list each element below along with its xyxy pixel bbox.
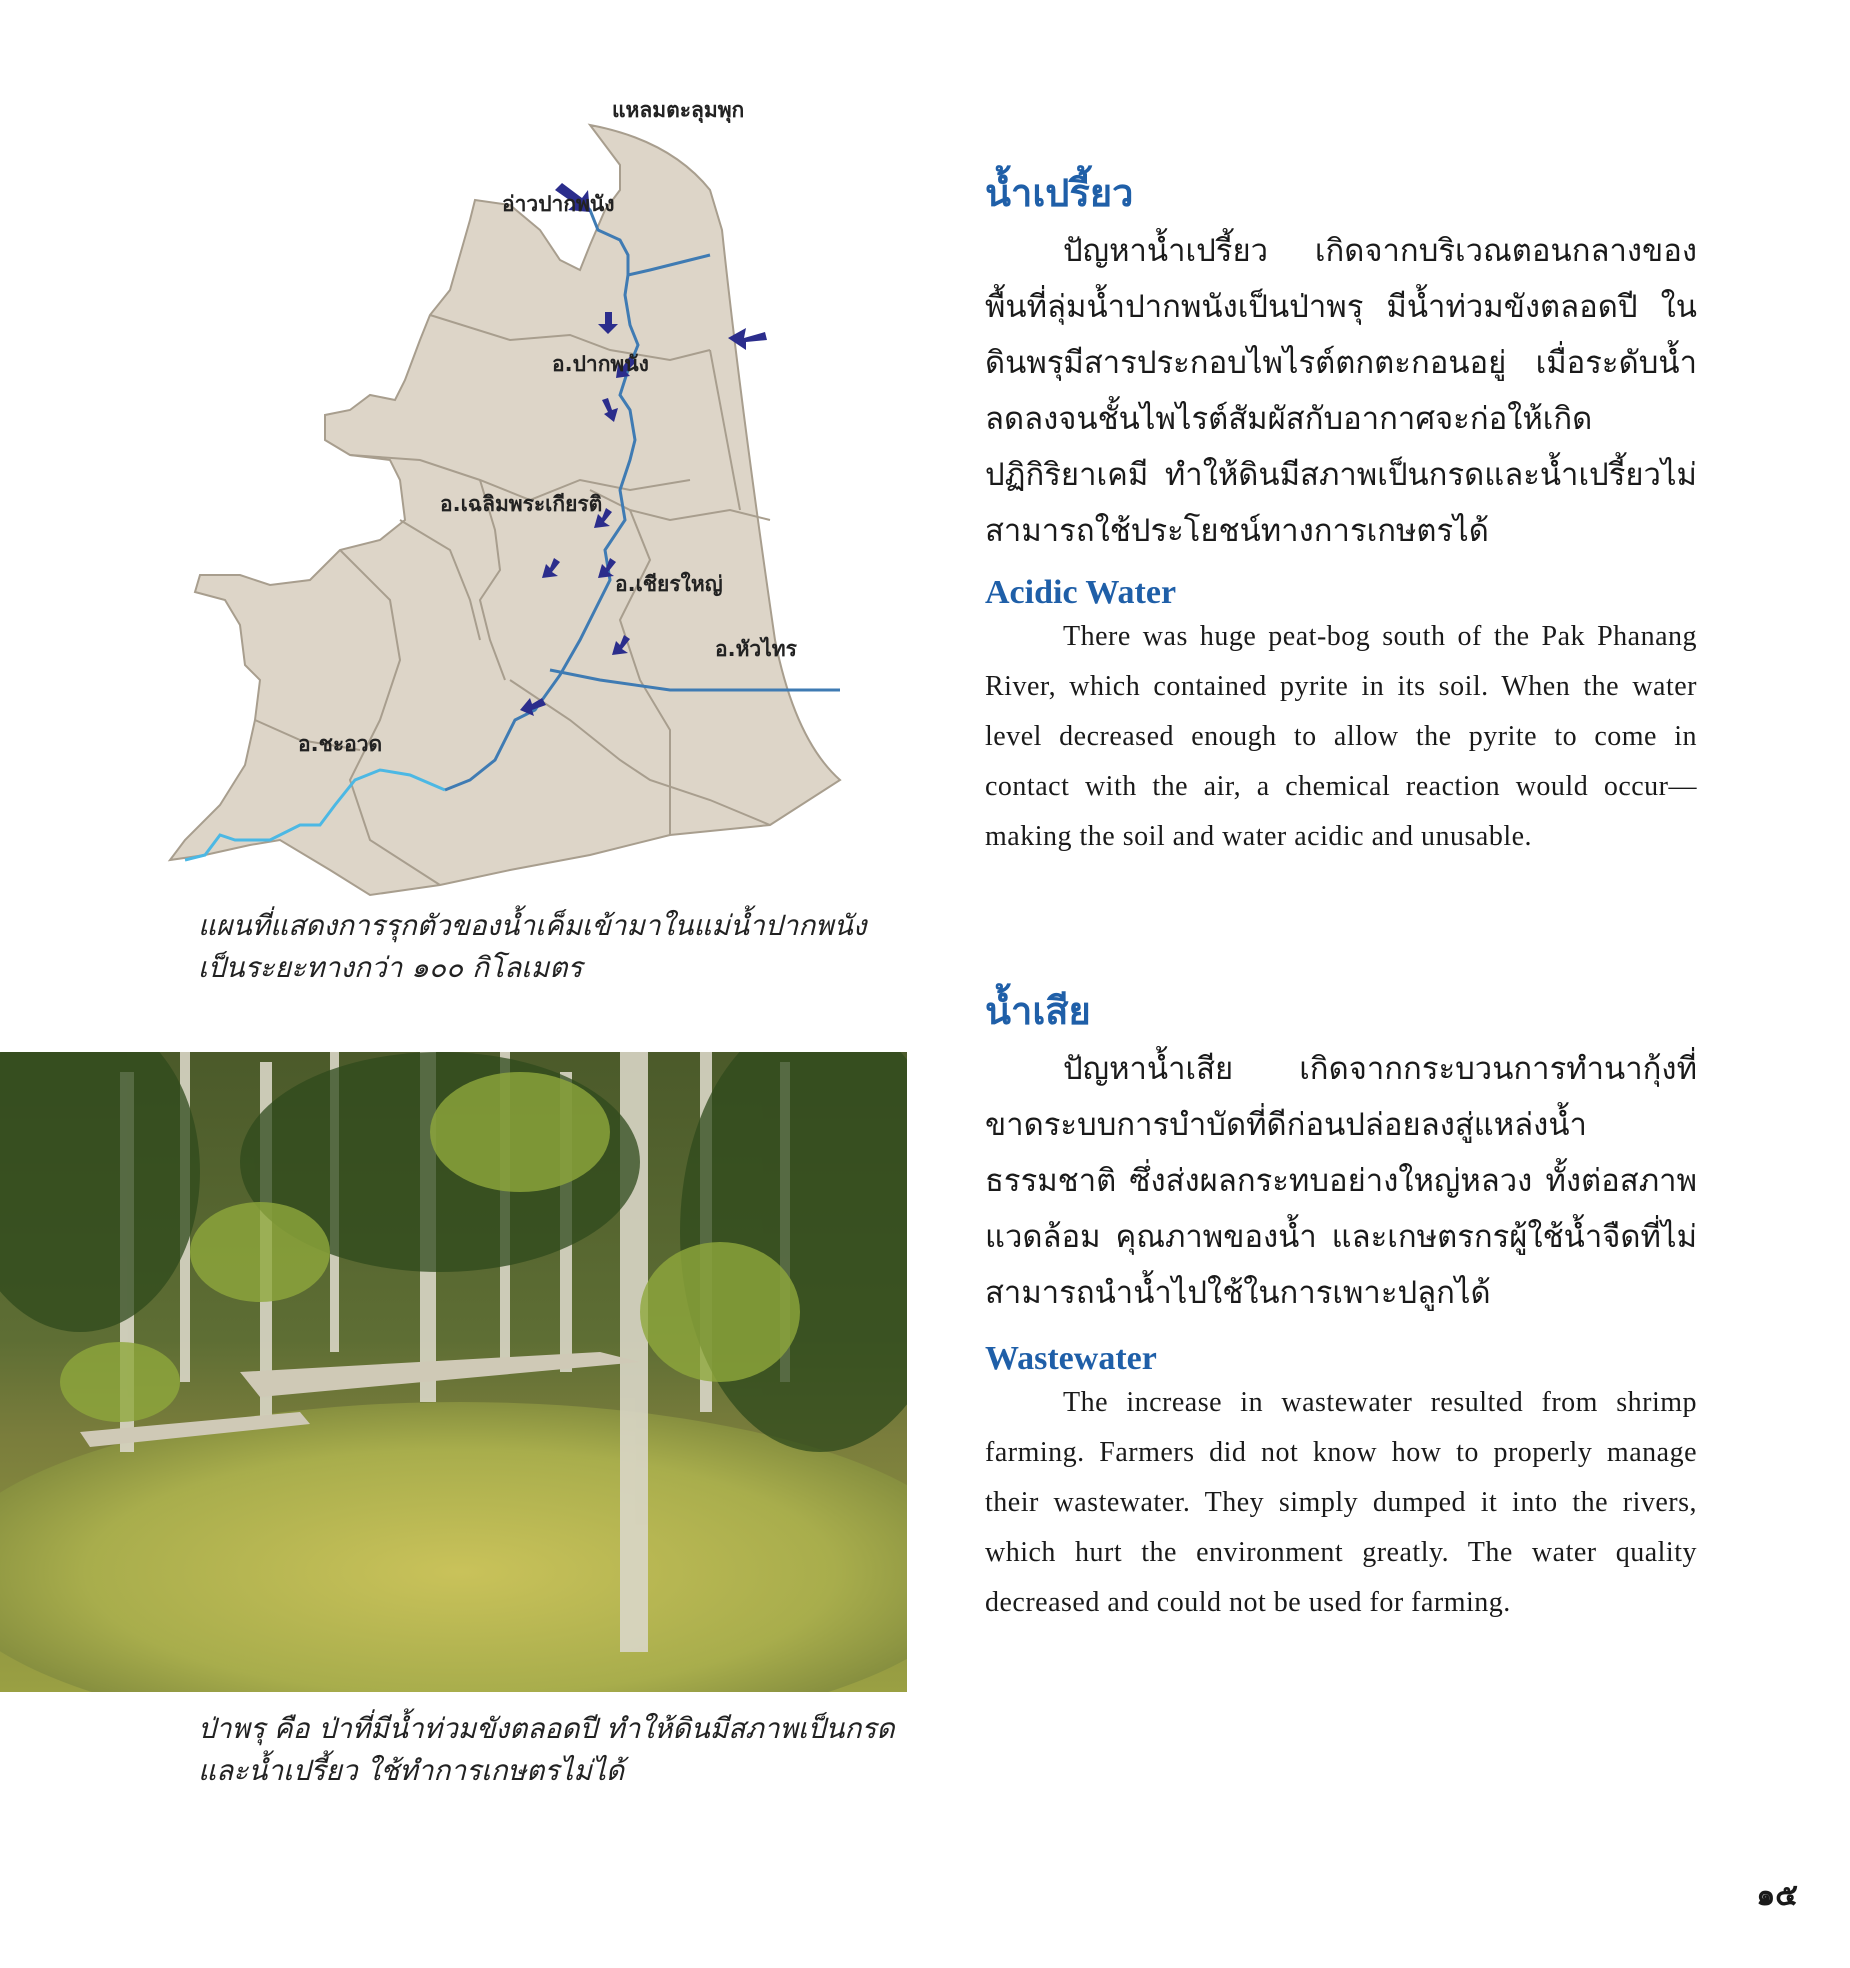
label-cape: แหลมตะลุมพุก: [612, 98, 745, 122]
body-waste-en: The increase in wastewater resulted from shrimp farming. Farmers did not know how to properly manage their wastewater. They simply dumped it into the rivers, which hurt the environment greatly. The water quality decreased and could not be used for farming.: [985, 1387, 1697, 1618]
swamp-forest-photo: [0, 1052, 907, 1692]
label-cha-uat: อ.ชะอวด: [298, 732, 383, 756]
label-chaloem: อ.เฉลิมพระเกียรติ: [440, 492, 603, 516]
body-acid-en: There was huge peat-bog south of the Pak Phanang River, which contained pyrite in its soil. When the water level decreased enough to allow the pyrite to come in contact with the air, a chemical reaction would occur—making the soil and water acidic and unusable.: [985, 621, 1697, 852]
page-number: ๑๕: [1756, 1878, 1798, 1913]
heading-waste-th: น้ำเสีย: [985, 989, 1091, 1033]
label-bay: อ่าวปากพนัง: [502, 192, 615, 216]
section-waste-th: [985, 980, 1697, 1321]
label-pak-phanang: อ.ปากพนัง: [552, 352, 649, 376]
map-caption: [198, 905, 866, 989]
section-waste-en: [985, 1340, 1697, 1628]
section-acid-th: [985, 162, 1697, 559]
map-caption-line: แผนที่แสดงการรุกตัวของน้ำเค็มเข้ามาในแม่น้ำปากพนัง: [198, 909, 867, 942]
label-chian-yai: อ.เชียรใหญ่: [615, 572, 723, 596]
photo-caption-line: ป่าพรุ คือ ป่าที่มีน้ำท่วมขังตลอดปี ทำให้ดินมีสภาพเป็นกรด: [198, 1712, 895, 1745]
section-acid-en: [985, 574, 1697, 862]
heading-acid-th: น้ำเปรี้ยว: [985, 171, 1134, 215]
label-hua-sai: อ.หัวไทร: [715, 637, 797, 661]
photo-caption-line: และน้ำเปรี้ยว ใช้ทำการเกษตรไม่ได้: [198, 1754, 625, 1787]
heading-acid-en: Acidic Water: [985, 574, 1177, 611]
swamp-forest-illustration: [0, 1052, 907, 1692]
map-figure: [150, 80, 870, 900]
map-caption-line: เป็นระยะทางกว่า ๑๐๐ กิโลเมตร: [198, 951, 583, 984]
body-waste-th: ปัญหาน้ำเสีย เกิดจากกระบวนการทำนากุ้งที่ขาดระบบการบำบัดที่ดีก่อนปล่อยลงสู่แหล่งน้ำธรรมชาติ ซึ่งส่งผลกระทบอย่างใหญ่หลวง ทั้งต่อสภาพแวดล้อม คุณภาพของน้ำ และเกษตรกรผู้ใช้น้ำจืดที่ไม่สามารถนำน้ำไปใช้ในการเพาะปลูกได้: [985, 1051, 1697, 1311]
heading-waste-en: Wastewater: [985, 1340, 1157, 1377]
photo-caption: [198, 1708, 895, 1792]
body-acid-th: ปัญหาน้ำเปรี้ยว เกิดจากบริเวณตอนกลางของพื้นที่ลุ่มน้ำปากพนังเป็นป่าพรุ มีน้ำท่วมขังตลอดปี ในดินพรุมีสารประกอบไพไรต์ตกตะกอนอยู่ เมื่อระดับน้ำลดลงจนชั้นไพไรต์สัมผัสกับอากาศจะก่อให้เกิดปฏิกิริยาเคมี ทำให้ดินมีสภาพเป็นกรดและน้ำเปรี้ยวไม่สามารถใช้ประโยชน์ทางการเกษตรได้: [985, 233, 1697, 549]
